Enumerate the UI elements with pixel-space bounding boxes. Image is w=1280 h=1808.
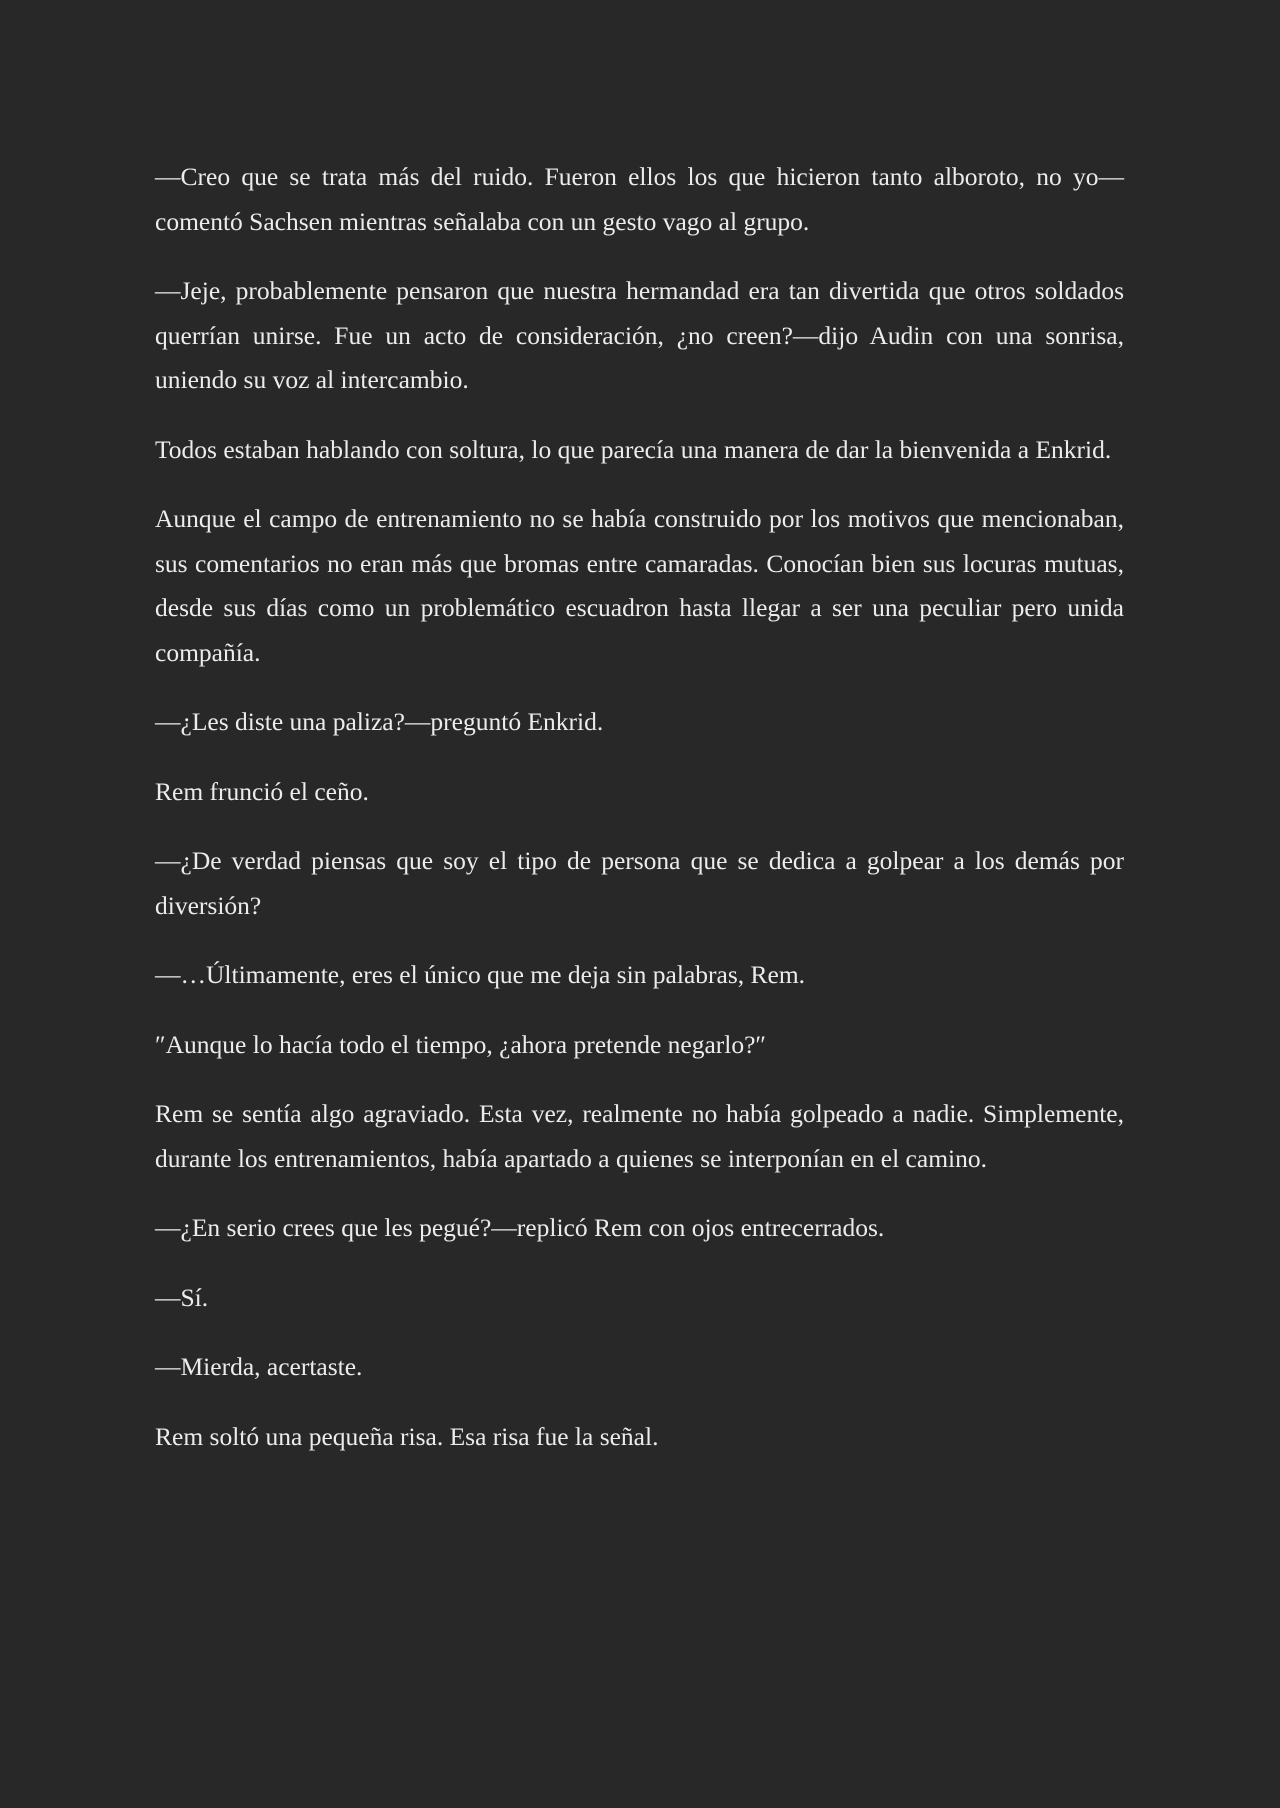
paragraph-9: ″Aunque lo hacía todo el tiempo, ¿ahora pretende negarlo?″ — [155, 1029, 767, 1059]
paragraph-6: Rem frunció el ceño. — [155, 776, 369, 806]
paragraph-2: —Jeje, probablemente pensaron que nuestra hermandad era tan divertida que otros soldados querrían unirse. Fue un acto de consideración, ¿no creen?—dijo Audin con una sonrisa, uniendo su voz al intercambio. — [155, 276, 1124, 394]
paragraph-3: Todos estaban hablando con soltura, lo que parecía una manera de dar la bienvenida a Enkrid. — [155, 434, 1112, 464]
paragraph-10: Rem se sentía algo agraviado. Esta vez, realmente no había golpeado a nadie. Simplemente, durante los entrenamientos, había apartado a quienes se interponían en el camino. — [155, 1099, 1124, 1173]
paragraph-1: —Creo que se trata más del ruido. Fueron ellos los que hicieron tanto alboroto, no yo—comentó Sachsen mientras señalaba con un gesto vago al grupo. — [155, 162, 1124, 236]
paragraph-7: —¿De verdad piensas que soy el tipo de persona que se dedica a golpear a los demás por diversión? — [155, 846, 1124, 920]
document-page — [155, 155, 1124, 1484]
paragraph-8: —…Últimamente, eres el único que me deja sin palabras, Rem. — [155, 960, 806, 989]
paragraph-12: —Sí. — [155, 1282, 209, 1312]
paragraph-14: Rem soltó una pequeña risa. Esa risa fue la señal. — [155, 1421, 659, 1451]
paragraph-4: Aunque el campo de entrenamiento no se había construido por los motivos que mencionaban, sus comentarios no eran más que bromas entre camaradas. Conocían bien sus locuras mutuas, desde sus días como un problemático escuadron hasta llegar a ser una peculiar pero unida compañía. — [155, 504, 1124, 667]
paragraph-13: —Mierda, acertaste. — [155, 1352, 363, 1381]
paragraph-5: —¿Les diste una paliza?—preguntó Enkrid. — [155, 707, 604, 736]
paragraph-11: —¿En serio crees que les pegué?—replicó Rem con ojos entrecerrados. — [155, 1213, 885, 1242]
